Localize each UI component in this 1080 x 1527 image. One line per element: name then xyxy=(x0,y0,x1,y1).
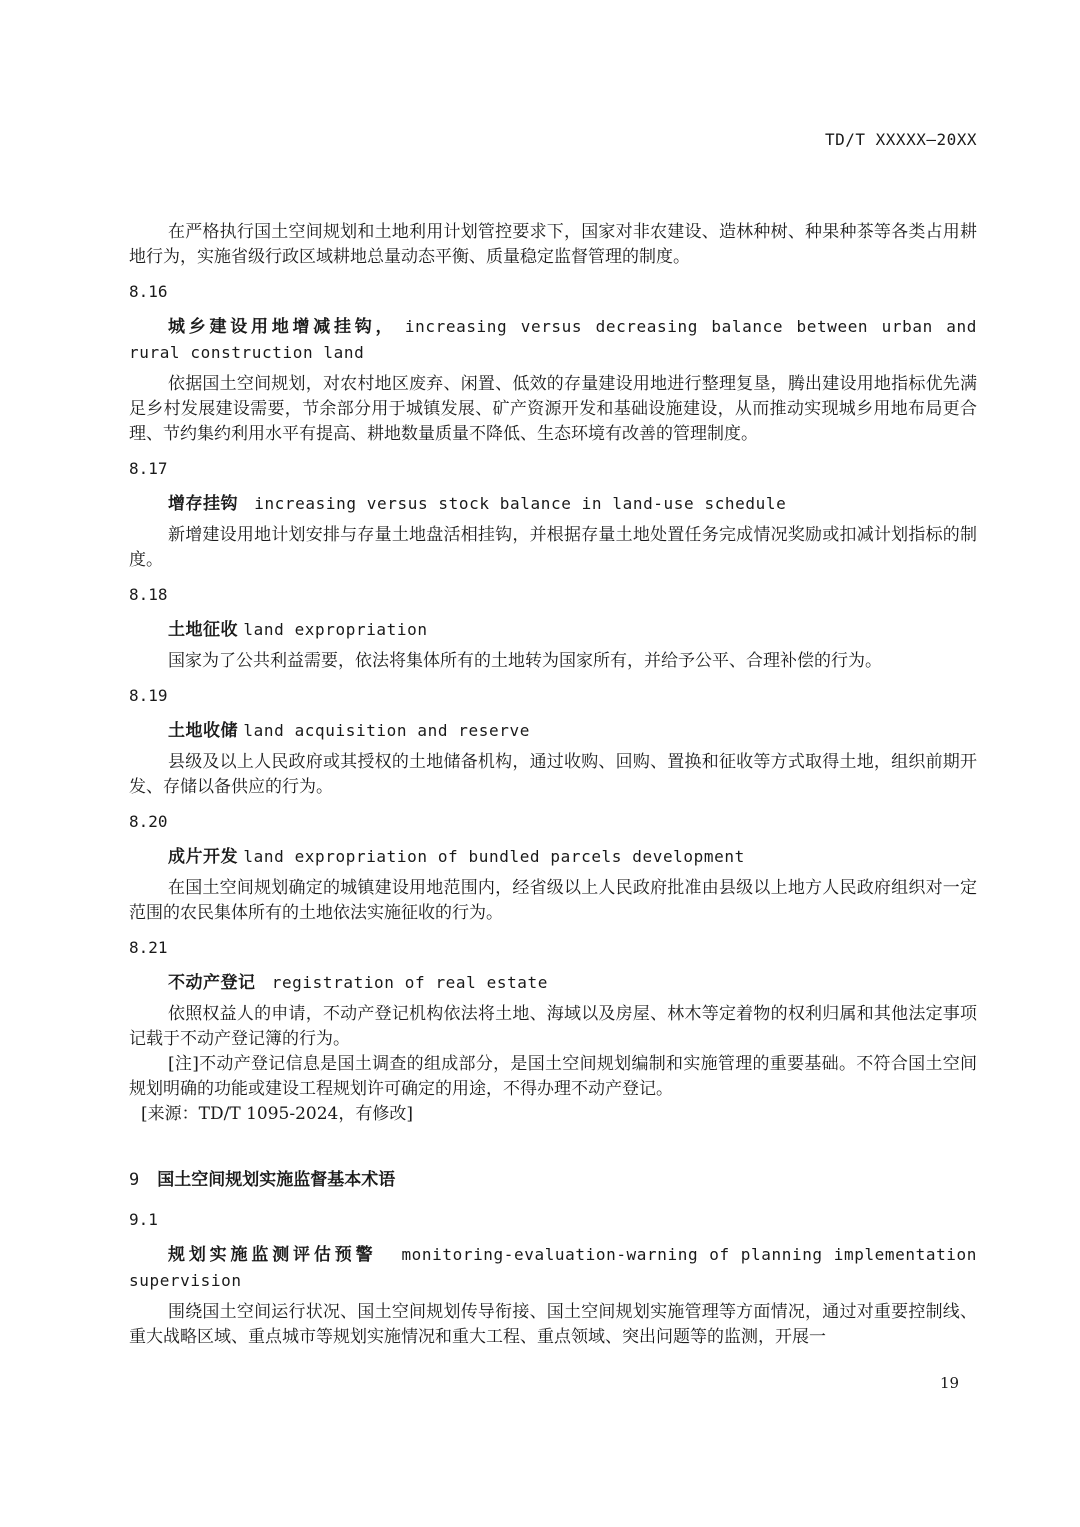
definition-paragraph: 新增建设用地计划安排与存量土地盘活相挂钩，并根据存量土地处置任务完成情况奖励或扣减计划指标的制度。 xyxy=(129,525,977,570)
clause-number: 8.17 xyxy=(129,459,168,478)
term-chinese: 城乡建设用地增减挂钩， xyxy=(168,317,397,337)
definition-paragraph: 围绕国土空间运行状况、国土空间规划传导衔接、国土空间规划实施管理等方面情况，通过对重要控制线、重大战略区域、重点城市等规划实施情况和重大工程、重点领域、突出问题等的监测，开展一 xyxy=(129,1302,977,1347)
clause-number: 8.18 xyxy=(129,585,168,604)
clause-number: 8.21 xyxy=(129,938,168,957)
definition-paragraph: 国家为了公共利益需要，依法将集体所有的土地转为国家所有，并给予公平、合理补偿的行为。 xyxy=(168,651,882,671)
term-line xyxy=(129,314,977,366)
definition-paragraph: 依据国土空间规划，对农村地区废弃、闲置、低效的存量建设用地进行整理复垦，腾出建设用地指标优先满足乡村发展建设需要，节余部分用于城镇发展、矿产资源开发和基础设施建设，从而推动实现城乡用地布局更合理、节约集约利用水平有提高、耕地数量质量不降低、生态环境有改善的管理制度。 xyxy=(129,374,977,444)
term-english: land acquisition and reserve xyxy=(243,721,530,740)
term-line xyxy=(129,491,977,517)
term-chinese: 成片开发 xyxy=(168,847,238,867)
definition-paragraph: 县级及以上人民政府或其授权的土地储备机构，通过收购、回购、置换和征收等方式取得土地，组织前期开发、存储以备供应的行为。 xyxy=(129,752,977,797)
term-line xyxy=(129,844,977,870)
intro-paragraph: 在严格执行国土空间规划和土地利用计划管控要求下，国家对非农建设、造林种树、种果种茶等各类占用耕地行为，实施省级行政区域耕地总量动态平衡、质量稳定监督管理的制度。 xyxy=(129,222,977,267)
document-code: TD/T XXXXX—20XX xyxy=(825,130,977,149)
page-content xyxy=(129,220,977,1350)
definition-paragraph: 依照权益人的申请，不动产登记机构依法将土地、海域以及房屋、林木等定着物的权利归属和其他法定事项记载于不动产登记簿的行为。 xyxy=(129,1004,977,1049)
term-line xyxy=(129,970,977,996)
term-chinese: 规划实施监测评估预警 xyxy=(168,1245,377,1265)
term-line xyxy=(129,718,977,744)
term-english: increasing versus stock balance in land-use schedule xyxy=(254,494,787,513)
section-number: 9 xyxy=(129,1170,140,1190)
term-line xyxy=(129,1242,977,1294)
clause-number: 8.16 xyxy=(129,282,168,301)
section-heading xyxy=(129,1165,977,1190)
term-english: increasing versus decreasing balance between urban and rural construction land xyxy=(129,317,977,362)
term-english: land expropriation of bundled parcels development xyxy=(243,847,745,866)
page-number: 19 xyxy=(940,1374,960,1392)
term-english: land expropriation xyxy=(243,620,428,639)
note-paragraph: [注]不动产登记信息是国土调查的组成部分，是国土空间规划编制和实施管理的重要基础。不符合国土空间规划明确的功能或建设工程规划许可确定的用途，不得办理不动产登记。 xyxy=(129,1054,977,1099)
section-title: 国土空间规划实施监督基本术语 xyxy=(157,1170,396,1190)
clause-number: 9.1 xyxy=(129,1210,158,1229)
term-chinese: 土地收储 xyxy=(168,721,238,741)
term-chinese: 土地征收 xyxy=(168,620,238,640)
clause-number: 8.19 xyxy=(129,686,168,705)
term-english: registration of real estate xyxy=(271,973,549,992)
term-english: monitoring-evaluation-warning of planning implementation supervision xyxy=(129,1245,978,1290)
definition-paragraph: 在国土空间规划确定的城镇建设用地范围内，经省级以上人民政府批准由县级以上地方人民政府组织对一定范围的农民集体所有的土地依法实施征收的行为。 xyxy=(129,878,977,923)
term-chinese: 不动产登记 xyxy=(168,973,256,993)
term-chinese: 增存挂钩 xyxy=(168,494,238,514)
term-line xyxy=(129,617,977,643)
clause-number: 8.20 xyxy=(129,812,168,831)
source-citation: [来源：TD/T 1095-2024，有修改] xyxy=(141,1104,413,1124)
